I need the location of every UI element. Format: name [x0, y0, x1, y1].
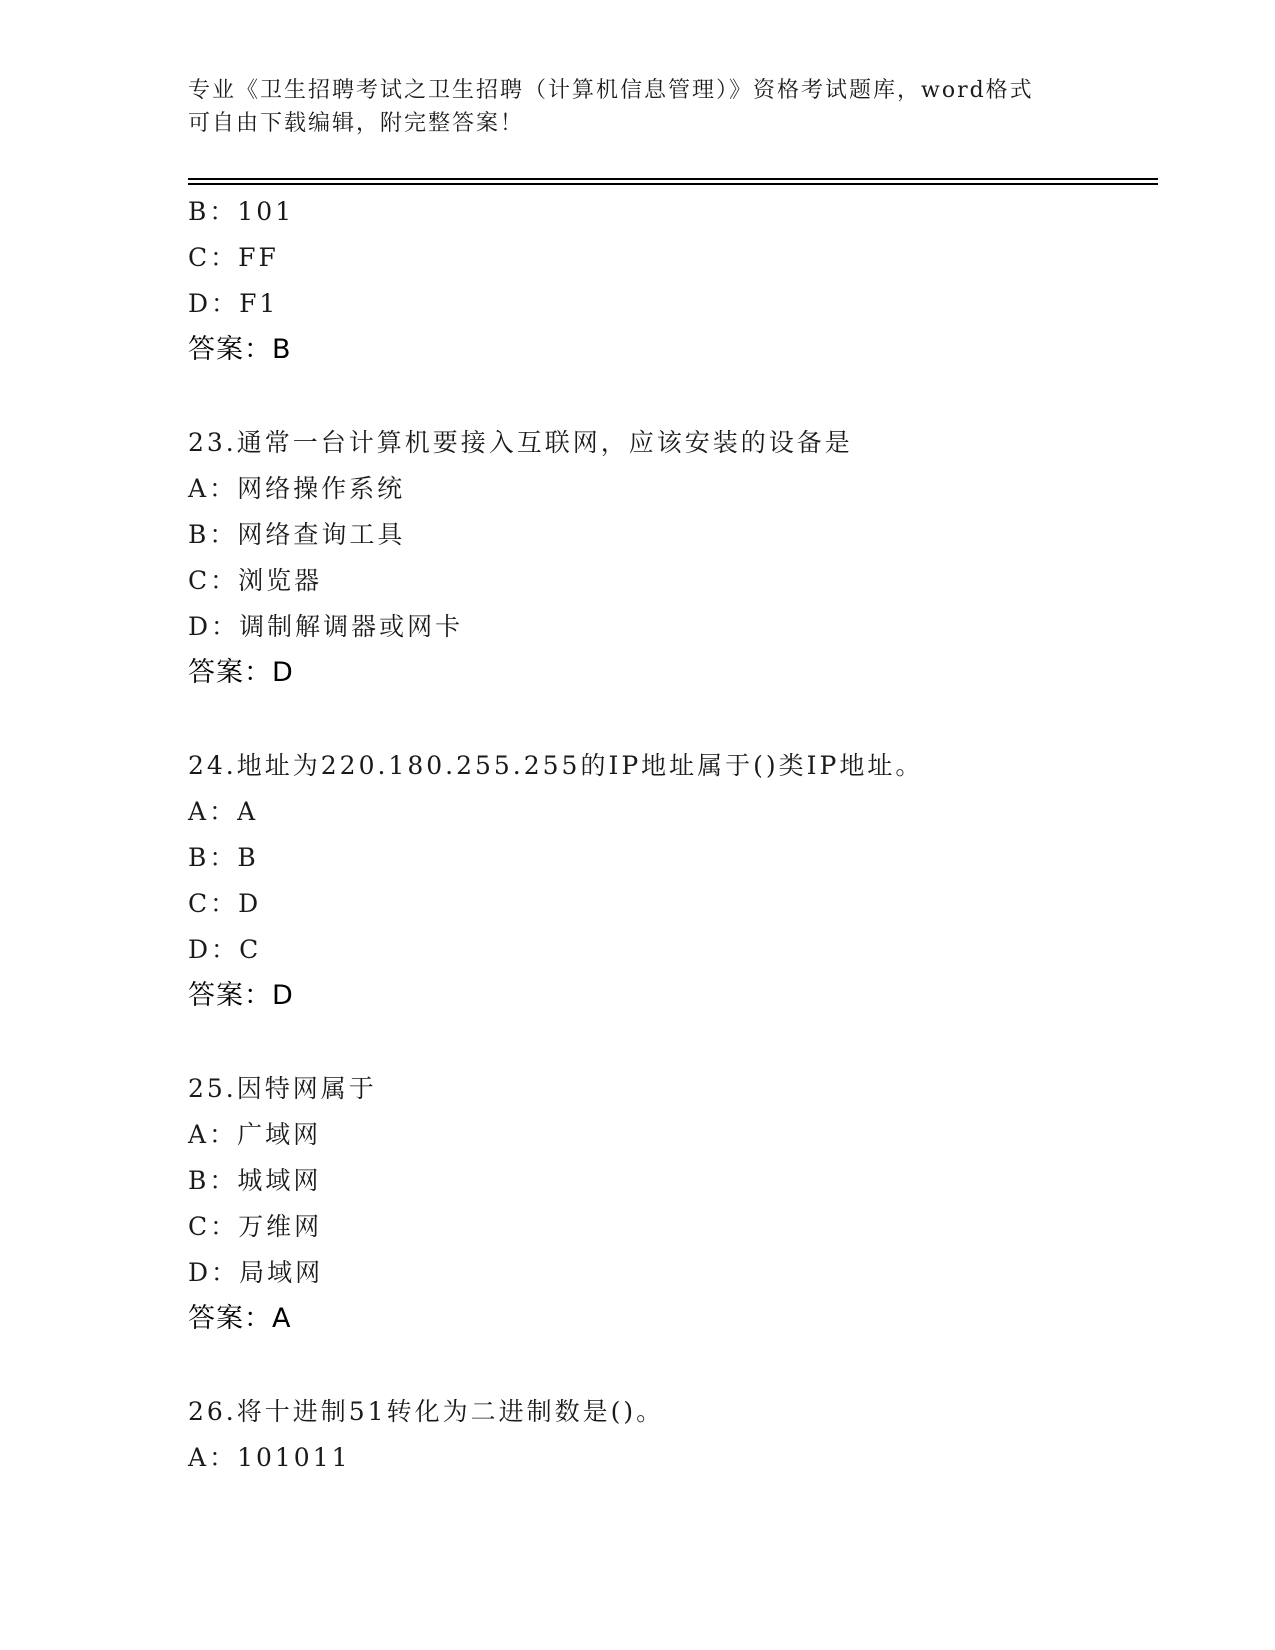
spacer [188, 373, 1158, 420]
option-separator: ： [209, 797, 238, 826]
option-separator: ： [209, 520, 238, 549]
option-key: D [188, 289, 212, 318]
header-divider-bottom [188, 183, 1158, 185]
option-separator: ： [211, 1258, 240, 1287]
option-separator: ： [211, 289, 240, 318]
option-separator: ： [209, 474, 238, 503]
answer-line: 答案：A [188, 1303, 292, 1334]
option-text: 101011 [237, 1443, 351, 1472]
option-separator: ： [210, 566, 239, 595]
option-row [188, 1250, 1158, 1296]
spacer [188, 1019, 1158, 1066]
option-key: B [188, 197, 210, 226]
option-row [188, 835, 1158, 881]
option-row [188, 1112, 1158, 1158]
option-text: 调制解调器或网卡 [239, 612, 464, 641]
option-text: 万维网 [238, 1212, 323, 1241]
option-key: B [188, 1166, 210, 1195]
option-row [188, 1204, 1158, 1250]
spacer [188, 1342, 1158, 1389]
answer-line: 答案：B [188, 334, 292, 365]
option-text: 浏览器 [238, 566, 323, 595]
option-key: B [188, 843, 210, 872]
option-row [188, 558, 1158, 604]
option-key: A [188, 1120, 210, 1149]
option-row [188, 604, 1158, 650]
question-list [188, 189, 1158, 1481]
header-divider-top [188, 178, 1158, 180]
question-stem: 25.因特网属于 [188, 1074, 377, 1103]
option-row [188, 927, 1158, 973]
question-block [188, 1389, 1158, 1481]
spacer [188, 696, 1158, 743]
option-text: FF [238, 243, 279, 272]
option-separator: ： [209, 1443, 238, 1472]
option-text: 局域网 [239, 1258, 324, 1287]
partial-question [188, 189, 1158, 373]
document-header [188, 74, 1068, 140]
option-text: 广域网 [237, 1120, 322, 1149]
option-text: 101 [237, 197, 295, 226]
option-row [188, 789, 1158, 835]
option-separator: ： [210, 1212, 239, 1241]
question-stem: 26.将十进制51转化为二进制数是()。 [188, 1397, 665, 1426]
option-separator: ： [210, 889, 239, 918]
option-row [188, 466, 1158, 512]
option-key: D [188, 1258, 212, 1287]
option-key: D [188, 612, 212, 641]
option-key: A [188, 797, 210, 826]
question-block [188, 1066, 1158, 1342]
question-block [188, 420, 1158, 696]
answer-line: 答案：D [188, 980, 294, 1011]
option-row [188, 1435, 1158, 1481]
option-row [188, 512, 1158, 558]
header-line-2: 可自由下载编辑，附完整答案！ [188, 111, 525, 136]
option-key: A [188, 1443, 210, 1472]
option-separator: ： [211, 935, 240, 964]
option-text: B [237, 843, 259, 872]
option-key: C [188, 1212, 211, 1241]
header-line-1: 专业《卫生招聘考试之卫生招聘（计算机信息管理）》资格考试题库，word格式 [188, 78, 1034, 103]
option-text: 网络查询工具 [237, 520, 406, 549]
option-row [188, 235, 1158, 281]
question-stem: 24.地址为220.180.255.255的IP地址属于()类IP地址。 [188, 751, 924, 780]
option-separator: ： [209, 1166, 238, 1195]
option-key: C [188, 243, 211, 272]
option-separator: ： [210, 243, 239, 272]
option-text: 网络操作系统 [237, 474, 406, 503]
option-text: A [237, 797, 259, 826]
option-key: D [188, 935, 212, 964]
option-row [188, 881, 1158, 927]
answer-line: 答案：D [188, 657, 294, 688]
option-text: F1 [239, 289, 279, 318]
option-separator: ： [209, 197, 238, 226]
option-text: 城域网 [237, 1166, 322, 1195]
option-text: D [238, 889, 262, 918]
option-key: C [188, 566, 211, 595]
option-row [188, 189, 1158, 235]
option-separator: ： [209, 1120, 238, 1149]
option-row [188, 1158, 1158, 1204]
option-key: C [188, 889, 211, 918]
option-separator: ： [211, 612, 240, 641]
question-block [188, 743, 1158, 1019]
question-stem: 23.通常一台计算机要接入互联网，应该安装的设备是 [188, 428, 853, 457]
option-key: B [188, 520, 210, 549]
option-key: A [188, 474, 210, 503]
option-text: C [239, 935, 262, 964]
option-row [188, 281, 1158, 327]
option-separator: ： [209, 843, 238, 872]
